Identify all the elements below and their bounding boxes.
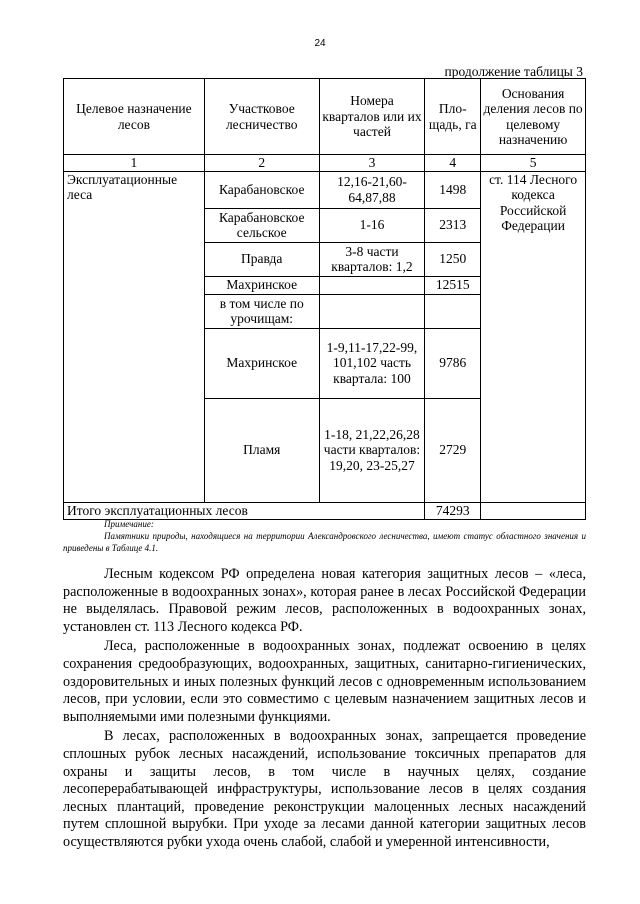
table-continuation-label: продолжение таблицы 3: [444, 64, 583, 79]
purpose-cell: Эксплуатационные леса: [64, 171, 205, 502]
area-cell: 1250: [425, 242, 481, 276]
forestry-cell: Махринское: [204, 328, 319, 398]
total-area: 74293: [425, 502, 481, 519]
forestry-cell: Пламя: [204, 398, 319, 502]
forestry-cell: в том числе по урочищам:: [204, 294, 319, 328]
forestry-cell: Карабановское: [204, 171, 319, 208]
col-number: 1: [64, 155, 205, 172]
table-header-row: [64, 79, 586, 155]
quarters-cell: 12,16-21,60-64,87,88: [319, 171, 425, 208]
header-quarters: Номера кварталов или их частей: [319, 79, 425, 155]
table-row: [64, 171, 586, 208]
quarters-cell: [319, 294, 425, 328]
col-number: 4: [425, 155, 481, 172]
col-number: 2: [204, 155, 319, 172]
header-basis: Основания деления лесов по целевому назначению: [481, 79, 586, 155]
body-text: [63, 566, 586, 854]
paragraph: Леса, расположенные в водоохранных зонах, подлежат освоению в целях сохранения средообразующих, водоохранных, защитных, санитарно-гигиенических, оздоровительных и иных полезных функций лесов с одновременным использованием лесов, при условии, если это совместимо с целевым назначением защитных лесов и выполняемыми ими полезными функциями.: [63, 638, 586, 725]
column-number-row: [64, 155, 586, 172]
page-number: 24: [314, 38, 326, 49]
quarters-cell: [319, 276, 425, 294]
area-cell: 2313: [425, 208, 481, 242]
quarters-cell: 1-18, 21,22,26,28 части кварталов: 19,20, 23-25,27: [319, 398, 425, 502]
total-row: [64, 502, 586, 519]
area-cell: 12515: [425, 276, 481, 294]
header-forestry: Участковое лесничество: [204, 79, 319, 155]
col-number: 3: [319, 155, 425, 172]
area-cell: 2729: [425, 398, 481, 502]
quarters-cell: 1-16: [319, 208, 425, 242]
col-number: 5: [481, 155, 586, 172]
note-text: Памятники природы, находящиеся на территории Александровского лесничества, имеют статус областного значения и приведены в Таблице 4.1.: [63, 531, 586, 553]
area-cell: [425, 294, 481, 328]
area-cell: 9786: [425, 328, 481, 398]
header-area: Пло-щадь, га: [425, 79, 481, 155]
total-basis-empty: [481, 502, 586, 519]
quarters-cell: 3-8 части кварталов: 1,2: [319, 242, 425, 276]
forestry-cell: Правда: [204, 242, 319, 276]
forestry-cell: Карабановское сельское: [204, 208, 319, 242]
basis-cell: ст. 114 Лесного кодекса Российской Федерации: [481, 171, 586, 502]
paragraph: Лесным кодексом РФ определена новая категория защитных лесов – «леса, расположенные в водоохранных зонах», которая ранее в лесах Российской Федерации не выделялась. Правовой режим лесов, расположенных в водоохранных зонах, установлен ст. 113 Лесного кодекса РФ.: [63, 566, 586, 635]
forest-table: [63, 78, 586, 520]
paragraph: В лесах, расположенных в водоохранных зонах, запрещается проведение сплошных рубок лесных насаждений, использование токсичных препаратов для охраны и защиты лесов, в том числе в научных целях, создание лесоперерабатывающей инфраструктуры, использование лесов в целях создания лесных плантаций, проведение реконструкции малоценных лесных насаждений путем сплошной вырубки. При уходе за лесами данной категории защитных лесов осуществляются рубки ухода очень слабой, слабой и умеренной интенсивности,: [63, 728, 586, 850]
area-cell: 1498: [425, 171, 481, 208]
quarters-cell: 1-9,11-17,22-99, 101,102 часть квартала: 100: [319, 328, 425, 398]
note-title: Примечание:: [104, 519, 154, 529]
header-purpose: Целевое назначение лесов: [64, 79, 205, 155]
total-label: Итого эксплуатационных лесов: [64, 502, 425, 519]
forestry-cell: Махринское: [204, 276, 319, 294]
